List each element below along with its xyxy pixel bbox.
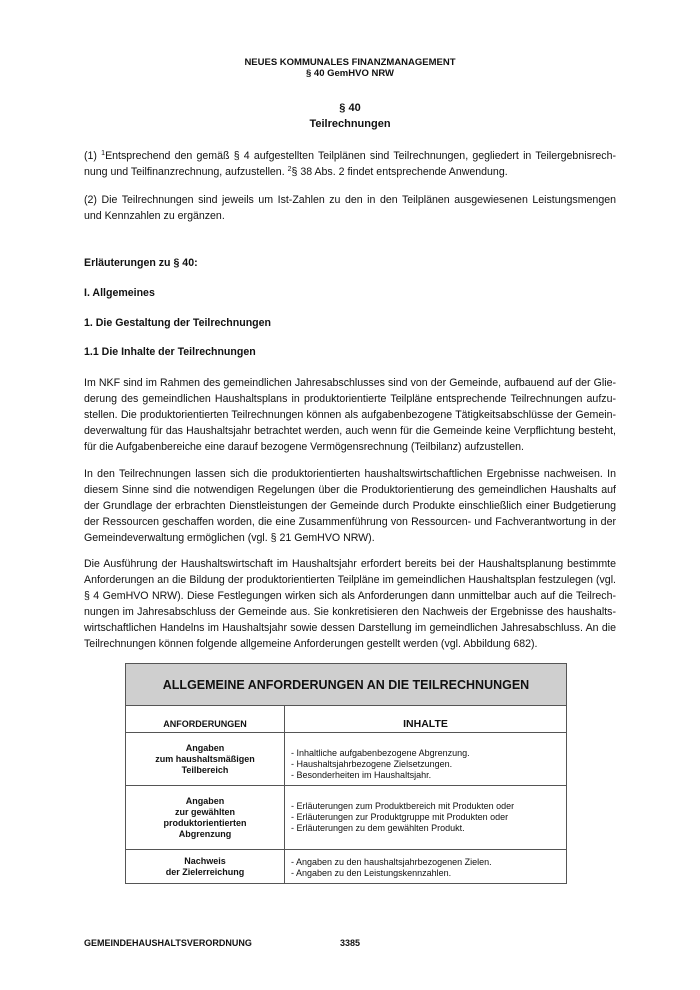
requirement-line: Abgrenzung [178,828,232,839]
table-row [126,733,567,786]
body-1-line: derung des gemeindlichen Haushaltsplans in produktorientierte Teilpläne entsprechende Teilrechnungen aufzu- [84,393,616,405]
heading-allgemeines: I. Allgemeines [84,287,155,299]
requirement-line: Teilbereich [181,764,229,775]
heading-gestaltung: 1. Die Gestaltung der Teilrechnungen [84,317,271,329]
paragraph-2-line-2: und Kennzahlen zu ergänzen. [84,210,225,222]
body-3-line: Anforderungen an die Bildung der produktorientierten Teilpläne im gemeindlichen Haushaltsplan festzulegen (vgl. [84,574,616,586]
paragraph-1-text-2b: § 38 Abs. 2 findet entsprechende Anwendung. [291,166,508,178]
paragraph-1 [84,148,616,180]
content-item: - Angaben zu den Leistungskennzahlen. [291,868,452,878]
content-item: - Erläuterungen zum Produktbereich mit Produkten oder [291,801,515,811]
requirement-line: zum haushaltsmäßigen [155,753,255,764]
sentence-marker-2: 2 [287,166,292,173]
requirement-line: der Zielerreichung [165,866,245,877]
requirement-line: Nachweis [184,855,226,866]
body-3-line: Die Ausführung der Haushaltswirtschaft im Haushaltsjahr erfordert bereits bei der Haushaltsplanung bestimmte [84,558,616,570]
body-2-line: diesem Sinne sind die notwendigen Regelungen über die Produktorientierung des gemeindlichen Haushalts auf [84,484,616,496]
body-3-line: nungen im Jahresabschluss der Gemeinde aus. Sie konkretisieren den Nachweis der Ergebnisse des haushalts- [84,606,616,618]
requirement-line: Angaben [185,795,225,806]
content-item: - Haushaltsjahrbezogene Zielsetzungen. [291,759,453,769]
content-item: - Erläuterungen zur Produktgruppe mit Produkten oder [291,812,509,822]
requirement-cell [126,786,285,850]
body-1-line: für die Aufgabenbereiche eine darauf bezogene Vermögensrechnung (Teilbilanz) aufzustellen. [84,441,524,453]
column-header-anforderungen: ANFORDERUNGEN [126,706,285,733]
body-2-line: der Ressourcen geschaffen worden, die eine Zusammenführung von Ressourcen- und Fachverantwortung in der [84,516,616,528]
column-header-inhalte: INHALTE [285,706,567,733]
content-cell [285,850,567,884]
heading-inhalte: 1.1 Die Inhalte der Teilrechnungen [84,346,256,358]
body-paragraph-3 [84,556,616,652]
body-2-line: In den Teilrechnungen lassen sich die produktorientierten haushaltswirtschaftlichen Ergebnisse nachweisen. In [84,468,616,480]
content-cell [285,733,567,786]
running-header-subtitle: § 40 GemHVO NRW [306,68,394,79]
paragraph-1-text-2a: nung und Teilfinanzrechnung, aufzustellen. [84,166,288,178]
content-item: - Inhaltliche aufgabenbezogene Abgrenzung. [291,748,470,758]
content-item: - Angaben zu den haushaltsjahrbezogenen Zielen. [291,857,492,867]
body-2-line: der Grundlage der erbrachten Dienstleistungen der Gemeinde durch Produkte einschließlich einer Budgetierung [84,500,616,512]
table-title-row [126,664,567,706]
paragraph-1-prefix: (1) [84,150,102,162]
paragraph-2-line-1: (2) Die Teilrechnungen sind jeweils um Ist-Zahlen zu den in den Teilplänen ausgewiesenen Leistungsmengen [84,194,616,206]
paragraph-1-text-1: Entsprechend den gemäß § 4 aufgestellten Teilplänen sind Teilrechnungen, gegliedert in Teilergebnisrech- [105,150,617,162]
table-row [126,850,567,884]
section-title: Teilrechnungen [309,118,391,130]
requirement-line: zur gewählten [174,806,235,817]
sentence-marker-1: 1 [101,150,106,157]
footer-page-number: 3385 [340,938,361,948]
requirements-table [125,663,567,884]
table-title: ALLGEMEINE ANFORDERUNGEN AN DIE TEILRECHNUNGEN [126,664,567,706]
body-1-line: Im NKF sind im Rahmen des gemeindlichen Jahresabschlusses sind von der Gemeinde, aufbauend auf der Glie- [84,377,616,389]
body-3-line: wirtschaftlichen Handelns im Haushaltsjahr sowie dessen Darstellung im gemeindlichen Jahresabschluss. An die [84,622,616,634]
section-number: § 40 [339,102,361,114]
running-header-title: NEUES KOMMUNALES FINANZMANAGEMENT [244,57,456,68]
requirement-cell [126,850,285,884]
paragraph-2 [84,192,616,224]
content-item: - Besonderheiten im Haushaltsjahr. [291,770,432,780]
table-row [126,786,567,850]
heading-erlaeuterungen: Erläuterungen zu § 40: [84,257,198,269]
paragraph-1-line-2 [84,164,616,180]
paragraph-1-line-1 [84,148,616,164]
footer-publication: GEMEINDEHAUSHALTSVERORDNUNG [84,938,252,948]
requirement-cell [126,733,285,786]
body-1-line: stellen. Die produktorientierten Teilrechnungen können als aufgabenbezogene Tätigkeitsabschlüsse der Gemein- [84,409,616,421]
body-1-line: deverwaltung für das Haushaltsjahr betrachtet werden, auch wenn für die Gemeinde keine Verpflichtung besteht, [84,425,616,437]
table-header-row [126,706,567,733]
body-3-line: Teilrechnungen können folgende allgemeine Anforderungen gestellt werden (vgl. Abbildung 682). [84,638,538,650]
body-paragraph-2 [84,466,616,546]
content-item: - Erläuterungen zu dem gewählten Produkt. [291,823,465,833]
requirement-line: produktorientierten [163,817,247,828]
body-2-line: Gemeindeverwaltung ermöglichen (vgl. § 21 GemHVO NRW). [84,532,375,544]
body-paragraph-1 [84,375,616,455]
body-3-line: § 4 GemHVO NRW). Diese Festlegungen wirken sich als Anforderungen dann unmittelbar auch auf die Teilrech- [84,590,616,602]
content-cell [285,786,567,850]
requirement-line: Angaben [185,742,225,753]
